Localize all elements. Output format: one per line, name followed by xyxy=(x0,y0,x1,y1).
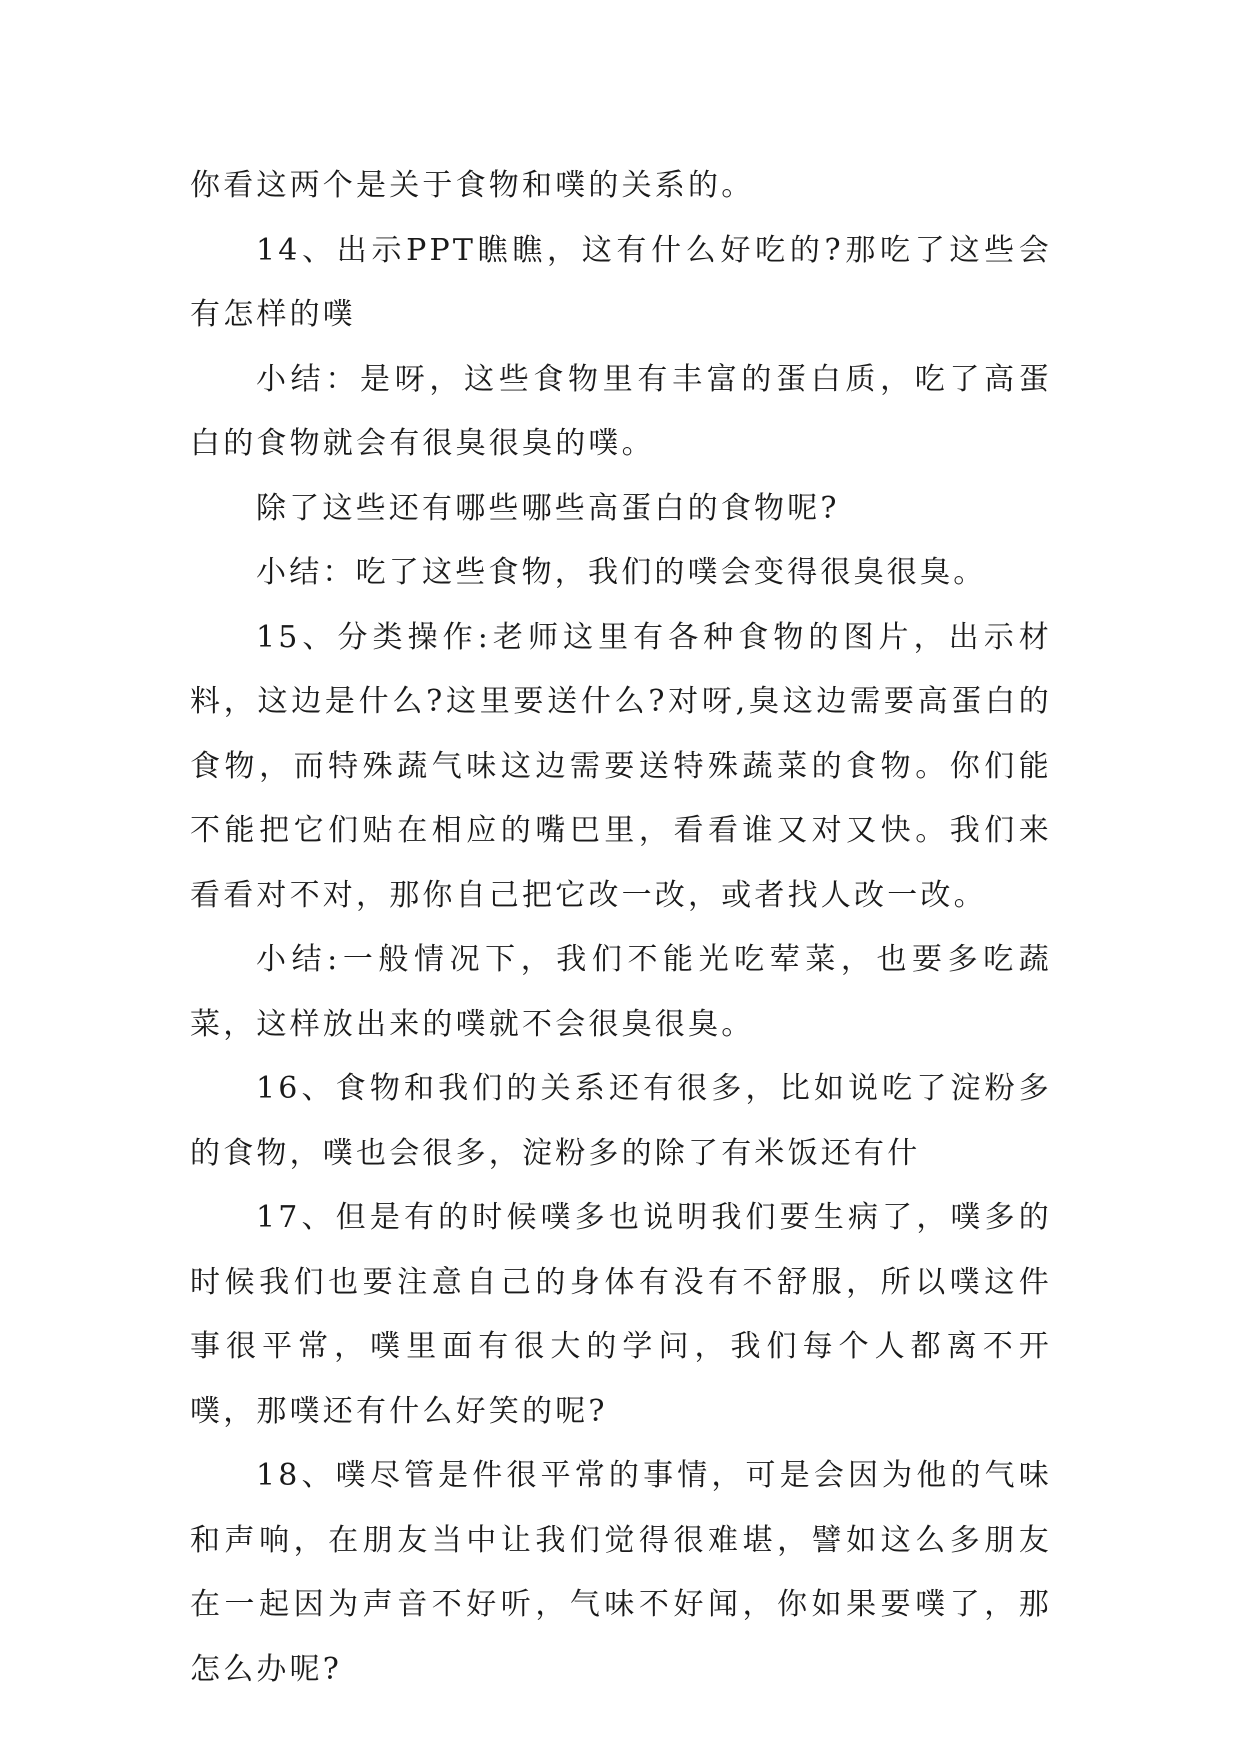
paragraph-6: 15、分类操作:老师这里有各种食物的图片，出示材料，这边是什么?这里要送什么?对呀,臭这边需要高蛋白的食物，而特殊蔬气味这边需要送特殊蔬菜的食物。你们能不能把它们贴在相应的嘴巴里，看看谁又对又快。我们来看看对不对，那你自己把它改一改，或者找人改一改。 xyxy=(190,619,1052,913)
paragraph-2: 14、出示PPT瞧瞧，这有什么好吃的?那吃了这些会有怎样的噗 xyxy=(190,232,1052,332)
paragraph-3: 小结：是呀，这些食物里有丰富的蛋白质，吃了高蛋白的食物就会有很臭很臭的噗。 xyxy=(190,361,1052,461)
paragraph-10: 18、噗尽管是件很平常的事情，可是会因为他的气味和声响，在朋友当中让我们觉得很难堪，譬如这么多朋友在一起因为声音不好听，气味不好闻，你如果要噗了，那怎么办呢? xyxy=(190,1458,1052,1687)
paragraph-7: 小结:一般情况下，我们不能光吃荤菜，也要多吃蔬菜，这样放出来的噗就不会很臭很臭。 xyxy=(190,942,1052,1042)
paragraph-5: 小结：吃了这些食物，我们的噗会变得很臭很臭。 xyxy=(256,555,987,590)
paragraph-8: 16、食物和我们的关系还有很多，比如说吃了淀粉多的食物，噗也会很多，淀粉多的除了有米饭还有什 xyxy=(190,1071,1052,1171)
paragraph-4: 除了这些还有哪些哪些高蛋白的食物呢? xyxy=(256,490,840,526)
document-body xyxy=(190,154,1052,1702)
paragraph-1: 你看这两个是关于食物和噗的关系的。 xyxy=(190,168,755,203)
paragraph-9: 17、但是有的时候噗多也说明我们要生病了，噗多的时候我们也要注意自己的身体有没有不舒服，所以噗这件事很平常，噗里面有很大的学问，我们每个人都离不开噗，那噗还有什么好笑的呢? xyxy=(190,1200,1052,1429)
